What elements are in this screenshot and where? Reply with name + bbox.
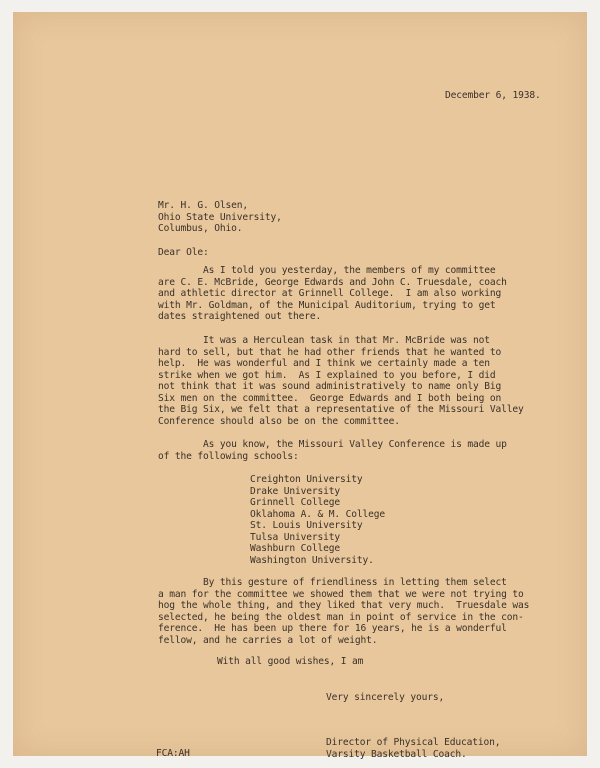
text-line: It was a Herculean task in that Mr. McBride was not [158, 335, 490, 346]
address-line: Columbus, Ohio. [158, 223, 243, 234]
paragraph-2 [158, 335, 524, 427]
text-line: hard to sell, but that he had other friends that he wanted to [158, 346, 502, 358]
school-item: Grinnell College [250, 497, 341, 508]
text-line: hog the whole thing, and they liked that very much. Truesdale was [158, 600, 530, 611]
address-line: Mr. H. G. Olsen, [158, 200, 249, 211]
complimentary-close: Very sincerely yours, [326, 692, 445, 703]
signature-title: Director of Physical Education, [326, 737, 501, 748]
text-line: of the following schools: [158, 450, 299, 462]
text-line: a man for the committee we showed them that we were not trying to [158, 588, 524, 600]
text-line: help. He was wonderful and I think we certainly made a ten [158, 358, 490, 369]
text-line: As I told you yesterday, the members of my committee [158, 265, 496, 276]
school-item: Washburn College [250, 543, 341, 554]
text-line: fellow, and he carries a lot of weight. [158, 634, 378, 646]
text-line: not think that it was sound administratively to name only Big [158, 381, 502, 392]
paragraph-1 [158, 265, 507, 323]
text-line: strike when we got him. As I explained to you before, I did [158, 369, 496, 381]
text-line: ference. He has been up there for 16 years, he is a wonderful [158, 623, 507, 634]
school-item: Washington University. [250, 554, 374, 566]
school-item: Tulsa University [250, 531, 341, 543]
closing-wishes: With all good wishes, I am [217, 656, 364, 667]
text-line: selected, he being the oldest man in point of service in the con- [158, 611, 524, 623]
text-line: with Mr. Goldman, of the Municipal Auditorium, trying to get [158, 299, 496, 311]
recipient-address [158, 200, 282, 235]
text-line: are C. E. McBride, George Edwards and John C. Truesdale, coach [158, 276, 507, 288]
school-list [250, 474, 385, 566]
text-line: dates straightened out there. [158, 311, 322, 322]
text-line: Conference should also be on the committee. [158, 415, 400, 427]
school-item: Creighton University [250, 474, 363, 485]
address-line: Ohio State University, [158, 211, 282, 223]
signature-title: Varsity Basketball Coach. [326, 748, 467, 760]
letter-date: December 6, 1938. [445, 90, 541, 101]
signature-block [326, 737, 500, 760]
text-line: Six men on the committee. George Edwards and I both being on [158, 392, 502, 404]
text-line: By this gesture of friendliness in letting them select [158, 577, 507, 588]
school-item: Drake University [250, 485, 341, 497]
typist-initials: FCA:AH [156, 748, 190, 759]
school-item: St. Louis University [250, 520, 363, 531]
letter-page [13, 12, 587, 760]
salutation: Dear Ole: [158, 247, 209, 258]
school-item: Oklahoma A. & M. College [250, 508, 386, 520]
text-line: and athletic director at Grinnell College. I am also working [158, 288, 502, 299]
text-line: As you know, the Missouri Valley Conference is made up [158, 439, 507, 450]
paragraph-3 [158, 439, 507, 462]
text-line: the Big Six, we felt that a representative of the Missouri Valley [158, 404, 524, 415]
paragraph-4 [158, 577, 529, 646]
